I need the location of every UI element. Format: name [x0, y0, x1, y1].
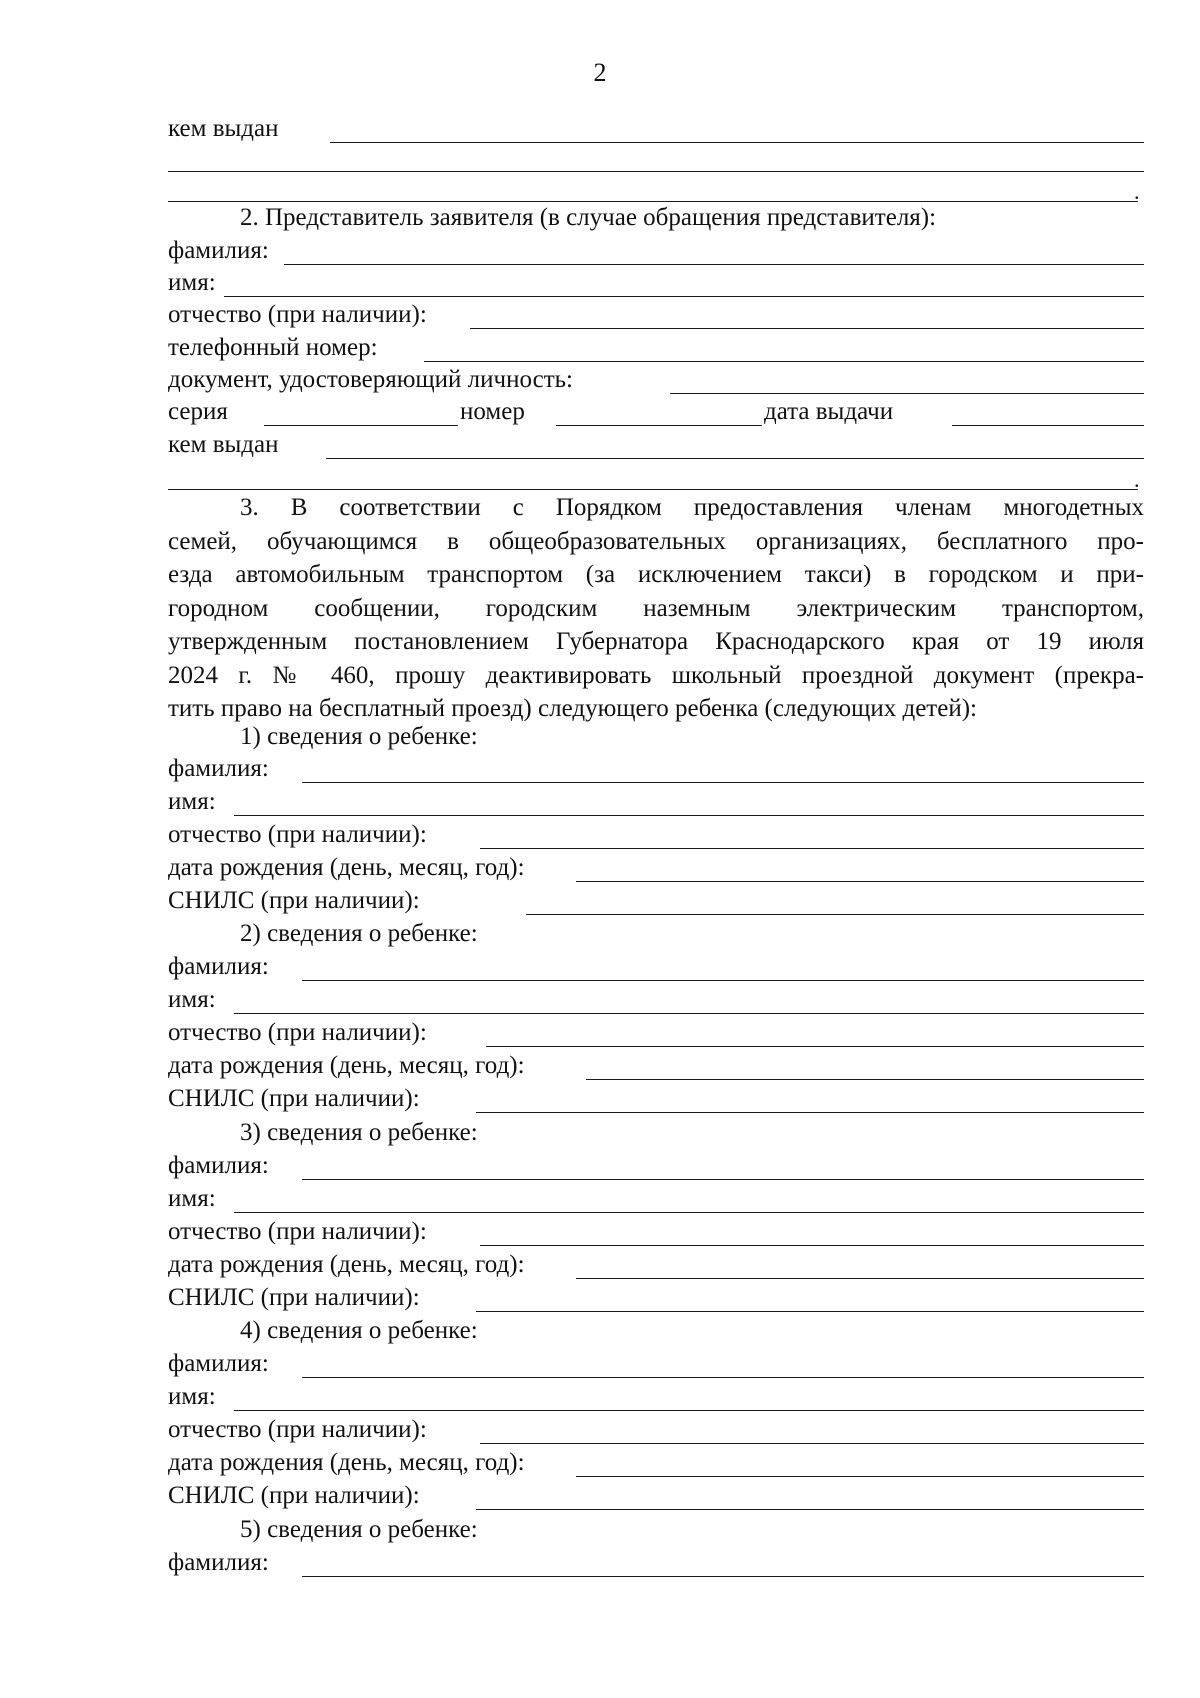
rep-name-label: имя:	[168, 269, 216, 296]
rep-surname-label: фамилия:	[168, 237, 269, 264]
child-1-surname-row	[168, 752, 1144, 786]
child-name-label: имя:	[168, 1383, 216, 1410]
request-line-6: 2024 г. № 460, прошу деактивировать школьный проездной документ (прекра-	[168, 661, 1144, 689]
child-patronymic-label: отчество (при наличии):	[168, 1416, 427, 1443]
rep-issued-by-field-line-2[interactable]	[168, 489, 1138, 490]
child-2-birth-field[interactable]	[586, 1079, 1144, 1080]
rep-phone-field[interactable]	[424, 361, 1144, 362]
child-1-birth-row	[168, 851, 1144, 885]
child-3-birth-field[interactable]	[576, 1278, 1144, 1279]
child-snils-label: СНИЛС (при наличии):	[168, 1284, 420, 1311]
request-line-5: утвержденным постановлением Губернатора Краснодарского края от 19 июля	[168, 628, 1144, 655]
rep-id-document-field[interactable]	[670, 393, 1144, 394]
child-5-surname-row	[168, 1546, 1144, 1580]
child-patronymic-label: отчество (при наличии):	[168, 821, 427, 848]
applicant-issued-by-label: кем выдан	[168, 115, 279, 142]
child-3-birth-row	[168, 1248, 1144, 1282]
child-birth-label: дата рождения (день, месяц, год):	[168, 1449, 525, 1476]
child-1-snils-row	[168, 884, 1144, 918]
child-1-snils-field[interactable]	[526, 914, 1144, 915]
rep-id-document-row	[168, 363, 1144, 397]
rep-issued-by-label: кем выдан	[168, 431, 279, 458]
child-birth-label: дата рождения (день, месяц, год):	[168, 1251, 525, 1278]
child-4-snils-field[interactable]	[476, 1509, 1144, 1510]
applicant-issued-by-field[interactable]	[330, 142, 1144, 143]
child-4-surname-row	[168, 1347, 1144, 1381]
rep-surname-row	[168, 234, 1144, 268]
rep-name-row	[168, 266, 1144, 300]
child-4-name-field[interactable]	[234, 1410, 1144, 1411]
child-5-heading: 5) сведения о ребенке:	[240, 1516, 478, 1543]
rep-number-label: номер	[460, 398, 525, 425]
page-number: 2	[593, 58, 607, 87]
request-line-4: городном сообщении, городским наземным электрическим транспортом,	[168, 594, 1144, 622]
rep-issued-by-row	[168, 428, 1144, 462]
rep-phone-row	[168, 331, 1144, 365]
child-surname-label: фамилия:	[168, 1549, 269, 1576]
child-2-surname-row	[168, 950, 1144, 984]
child-2-snils-field[interactable]	[476, 1112, 1144, 1113]
child-4-birth-row	[168, 1446, 1144, 1480]
child-patronymic-label: отчество (при наличии):	[168, 1019, 427, 1046]
child-patronymic-label: отчество (при наличии):	[168, 1218, 427, 1245]
child-3-patronymic-row	[168, 1215, 1144, 1249]
applicant-issued-by-row	[168, 112, 1144, 146]
rep-id-document-label: документ, удостоверяющий личность:	[168, 366, 573, 393]
child-1-name-field[interactable]	[234, 815, 1144, 816]
child-name-label: имя:	[168, 788, 216, 815]
rep-patronymic-label: отчество (при наличии):	[168, 301, 427, 328]
child-3-heading: 3) сведения о ребенке:	[240, 1119, 478, 1146]
child-1-birth-field[interactable]	[576, 881, 1144, 882]
child-birth-label: дата рождения (день, месяц, год):	[168, 854, 525, 881]
child-3-surname-row	[168, 1149, 1144, 1183]
child-name-label: имя:	[168, 986, 216, 1013]
child-1-patronymic-field[interactable]	[480, 848, 1144, 849]
rep-issue-date-field[interactable]	[952, 425, 1144, 426]
child-4-heading: 4) сведения о ребенке:	[240, 1317, 478, 1344]
child-birth-label: дата рождения (день, месяц, год):	[168, 1052, 525, 1079]
request-line-2: семей, обучающимся в общеобразовательных организациях, бесплатного про-	[168, 527, 1144, 555]
child-snils-label: СНИЛС (при наличии):	[168, 1482, 420, 1509]
child-2-birth-row	[168, 1049, 1144, 1083]
request-line-1: 3. В соответствии с Порядком предоставления членам многодетных	[240, 494, 1144, 521]
child-2-snils-row	[168, 1082, 1144, 1116]
child-1-name-row	[168, 785, 1144, 819]
child-1-patronymic-row	[168, 818, 1144, 852]
rep-patronymic-field[interactable]	[470, 328, 1144, 329]
rep-series-row	[168, 395, 1144, 429]
child-1-surname-field[interactable]	[302, 782, 1144, 783]
child-1-heading: 1) сведения о ребенке:	[240, 723, 478, 750]
child-snils-label: СНИЛС (при наличии):	[168, 1085, 420, 1112]
rep-issued-by-field[interactable]	[326, 458, 1144, 459]
request-line-3: езда автомобильным транспортом (за исключением такси) в городском и при-	[168, 561, 1144, 588]
rep-surname-field[interactable]	[284, 264, 1144, 265]
rep-patronymic-row	[168, 298, 1144, 332]
applicant-issued-by-field-line-2[interactable]	[168, 171, 1144, 172]
child-2-surname-field[interactable]	[302, 980, 1144, 981]
rep-series-field[interactable]	[264, 425, 458, 426]
representative-heading: 2. Представитель заявителя (в случае обращения представителя):	[240, 204, 937, 231]
child-name-label: имя:	[168, 1185, 216, 1212]
rep-number-field[interactable]	[556, 425, 762, 426]
child-2-name-row	[168, 983, 1144, 1017]
child-snils-label: СНИЛС (при наличии):	[168, 887, 420, 914]
child-surname-label: фамилия:	[168, 953, 269, 980]
applicant-end-mark: .	[1134, 179, 1140, 204]
child-4-surname-field[interactable]	[302, 1377, 1144, 1378]
child-4-patronymic-row	[168, 1413, 1144, 1447]
child-surname-label: фамилия:	[168, 755, 269, 782]
request-line-7: тить право на бесплатный проезд) следующего ребенка (следующих детей):	[168, 695, 977, 722]
rep-end-mark: .	[1134, 467, 1140, 492]
child-3-snils-field[interactable]	[476, 1311, 1144, 1312]
child-4-name-row	[168, 1380, 1144, 1414]
child-3-surname-field[interactable]	[302, 1179, 1144, 1180]
request-paragraph	[168, 491, 1144, 726]
child-2-patronymic-field[interactable]	[486, 1046, 1144, 1047]
child-3-patronymic-field[interactable]	[480, 1245, 1144, 1246]
child-2-heading: 2) сведения о ребенке:	[240, 920, 478, 947]
rep-issue-date-label: дата выдачи	[764, 398, 894, 425]
child-surname-label: фамилия:	[168, 1350, 269, 1377]
rep-name-field[interactable]	[224, 296, 1144, 297]
child-4-birth-field[interactable]	[576, 1476, 1144, 1477]
child-3-name-row	[168, 1182, 1144, 1216]
child-3-name-field[interactable]	[234, 1212, 1144, 1213]
rep-phone-label: телефонный номер:	[168, 334, 378, 361]
child-2-name-field[interactable]	[234, 1013, 1144, 1014]
child-5-surname-field[interactable]	[302, 1576, 1144, 1577]
rep-series-label: серия	[168, 398, 228, 425]
child-2-patronymic-row	[168, 1016, 1144, 1050]
child-surname-label: фамилия:	[168, 1152, 269, 1179]
child-4-snils-row	[168, 1479, 1144, 1513]
child-3-snils-row	[168, 1281, 1144, 1315]
child-4-patronymic-field[interactable]	[480, 1443, 1144, 1444]
